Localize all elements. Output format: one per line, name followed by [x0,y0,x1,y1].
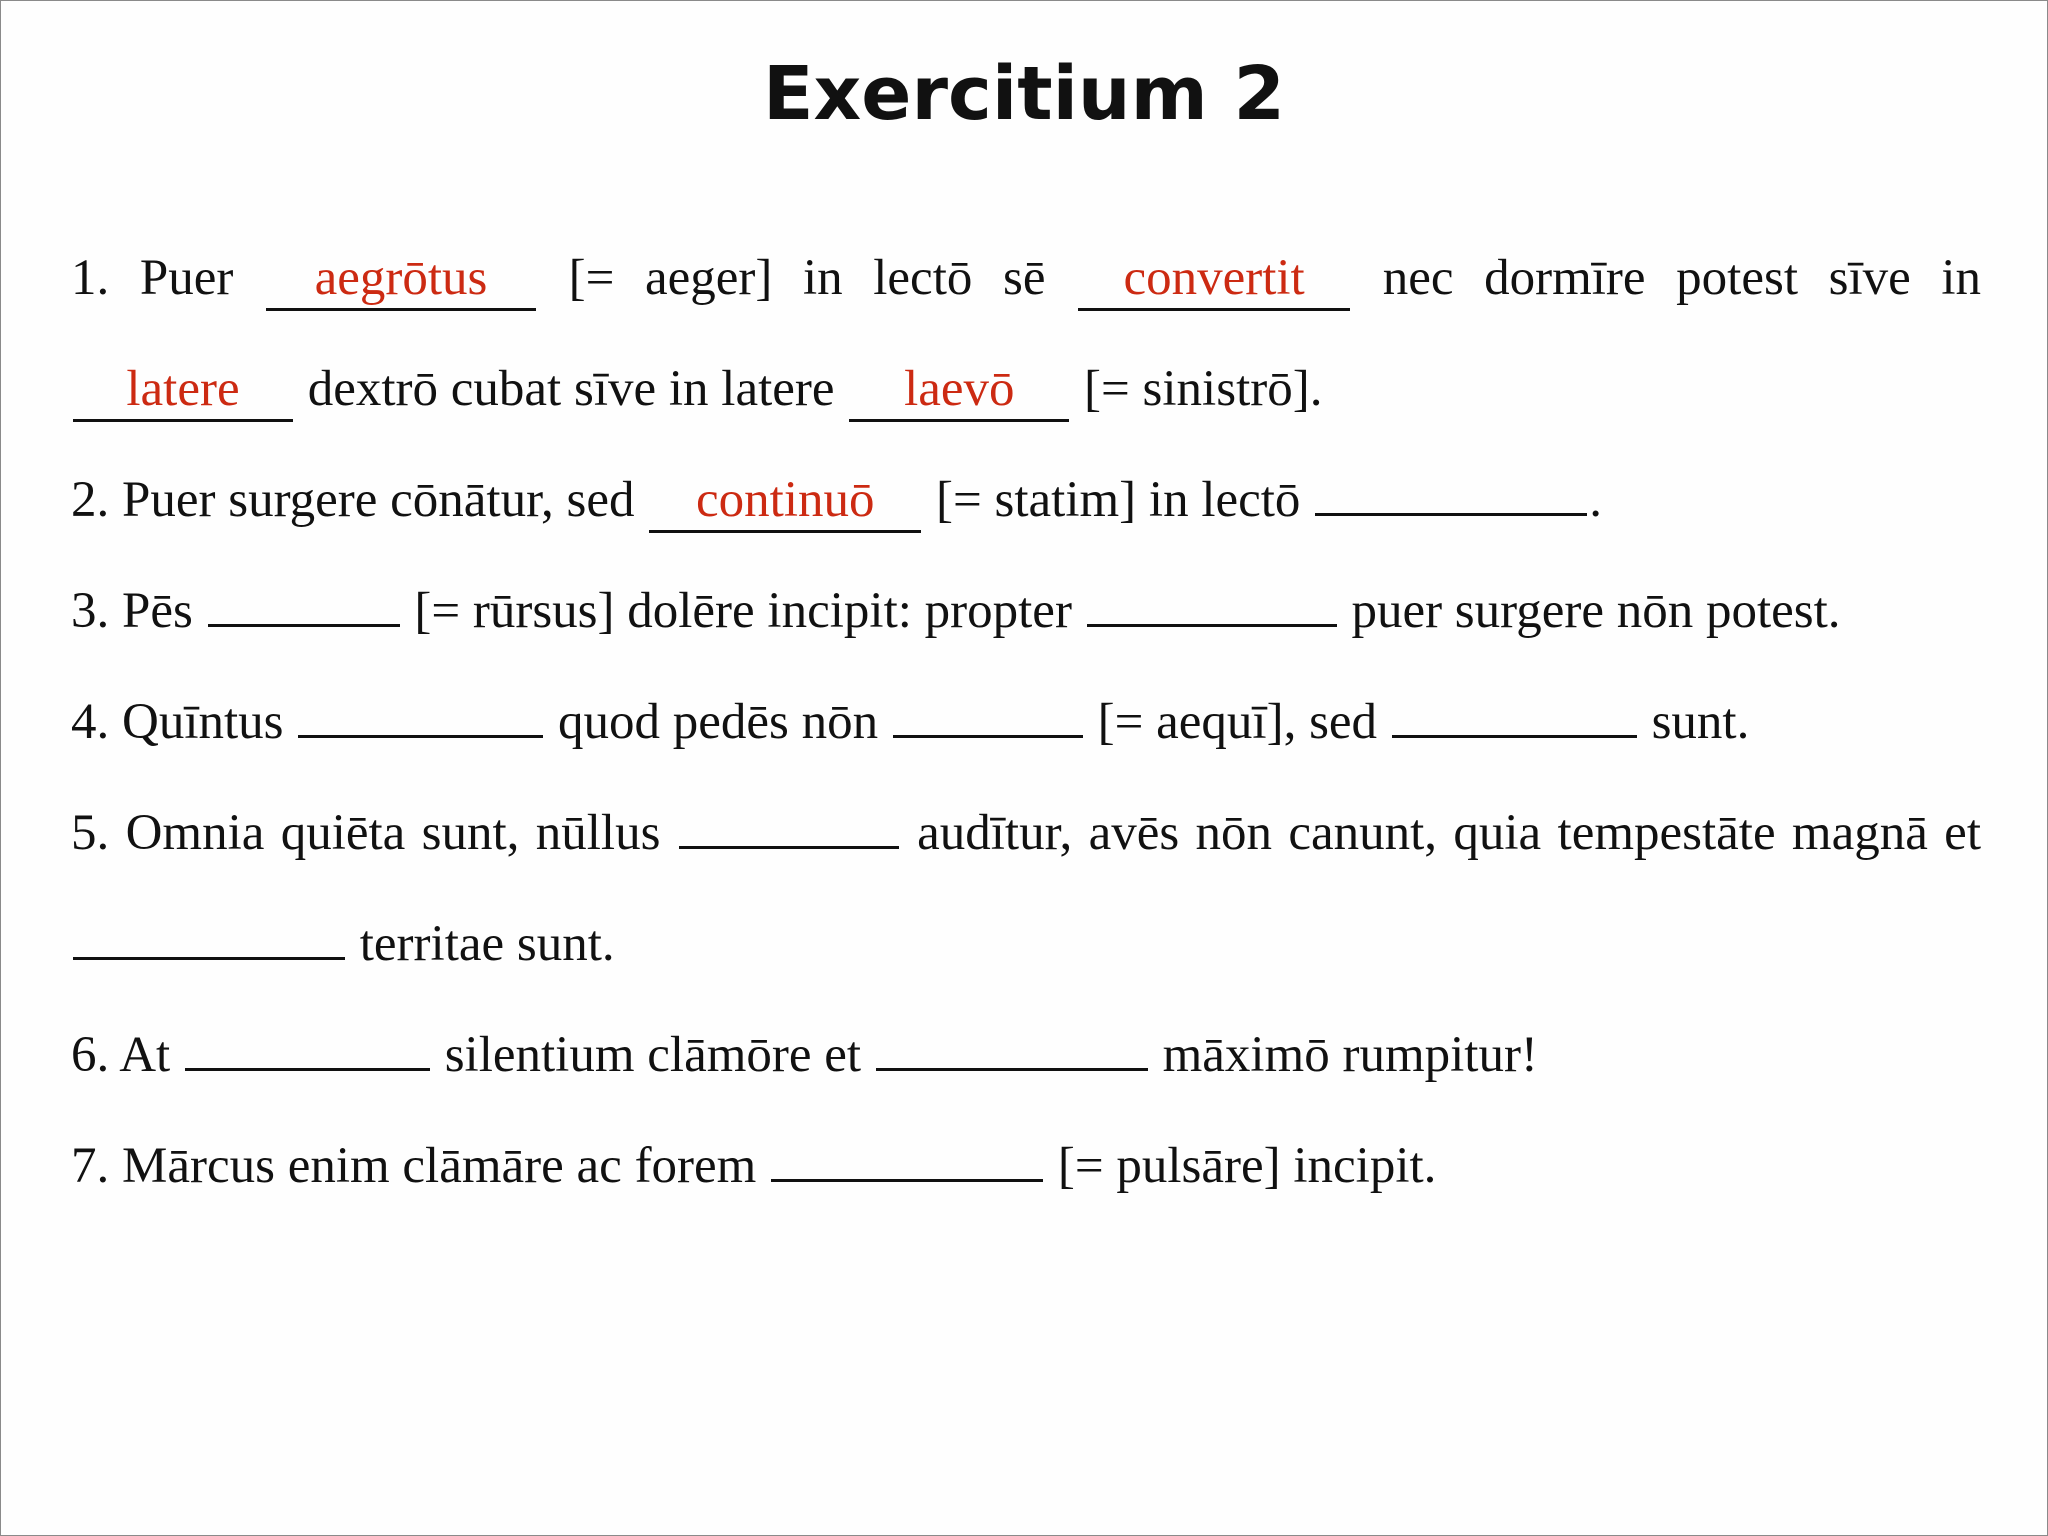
answer-blank[interactable]: aegrōtus [266,249,536,311]
empty-blank[interactable] [771,1179,1043,1182]
answer-blank[interactable]: latere [73,360,293,422]
item-text: [= rūrsus] dolēre incipit: propter [414,583,1072,639]
answer-blank[interactable]: laevō [849,360,1069,422]
item-number: 4. [71,694,110,750]
exercise-item-5 [71,778,1981,1000]
item-number: 6. [71,1027,110,1083]
item-text: Mārcus enim clāmāre ac forem [122,1138,757,1194]
item-text: [= aeger] in lectō sē [568,250,1046,306]
empty-blank[interactable] [876,1068,1148,1071]
empty-blank[interactable] [1087,624,1337,627]
exercise-title: Exercitium 2 [763,51,1285,137]
item-text: Omnia quiēta sunt, nūllus [125,805,661,861]
exercise-item-3 [71,556,1981,667]
item-text: Quīntus [122,694,284,750]
exercise-item-4 [71,667,1981,778]
item-text: puer surgere nōn potest. [1351,583,1841,639]
answer-blank[interactable]: convertit [1078,249,1350,311]
item-text: Puer surgere cōnātur, sed [122,472,635,528]
exercise-item-1 [71,223,1981,445]
exercise-item-2 [71,445,1981,556]
empty-blank[interactable] [298,735,543,738]
item-text: [= aequī], sed [1097,694,1378,750]
empty-blank[interactable] [208,624,400,627]
item-text: [= sinistrō]. [1084,361,1323,417]
empty-blank[interactable] [73,957,345,960]
item-number: 2. [71,472,110,528]
item-text: silentium clāmōre et [444,1027,862,1083]
item-number: 1. [71,250,110,306]
answer-blank[interactable]: continuō [649,471,921,533]
exercise-item-7 [71,1111,1981,1222]
exercise-body [71,223,1981,1222]
empty-blank[interactable] [1392,735,1637,738]
item-text: [= pulsāre] incipit. [1057,1138,1437,1194]
item-text: dextrō cubat sīve in latere [307,361,835,417]
item-text: quod pedēs nōn [558,694,879,750]
empty-blank[interactable] [185,1068,430,1071]
item-text: . [1589,472,1602,528]
item-number: 5. [71,805,110,861]
item-text: Puer [139,250,234,306]
item-number: 3. [71,583,110,639]
item-text: māximō rumpitur! [1162,1027,1538,1083]
empty-blank[interactable] [1315,513,1587,516]
item-text: Pēs [122,583,193,639]
item-text: territae sunt. [359,916,615,972]
item-text: sunt. [1651,694,1750,750]
empty-blank[interactable] [679,846,899,849]
exercise-item-6 [71,1000,1981,1111]
item-text: At [119,1027,171,1083]
item-text: audītur, avēs nōn canunt, quia tempestāte magnā et [917,805,1981,861]
empty-blank[interactable] [893,735,1083,738]
item-text: nec dormīre potest sīve in [1382,250,1982,306]
item-text: [= statim] in lectō [936,472,1301,528]
item-number: 7. [71,1138,110,1194]
